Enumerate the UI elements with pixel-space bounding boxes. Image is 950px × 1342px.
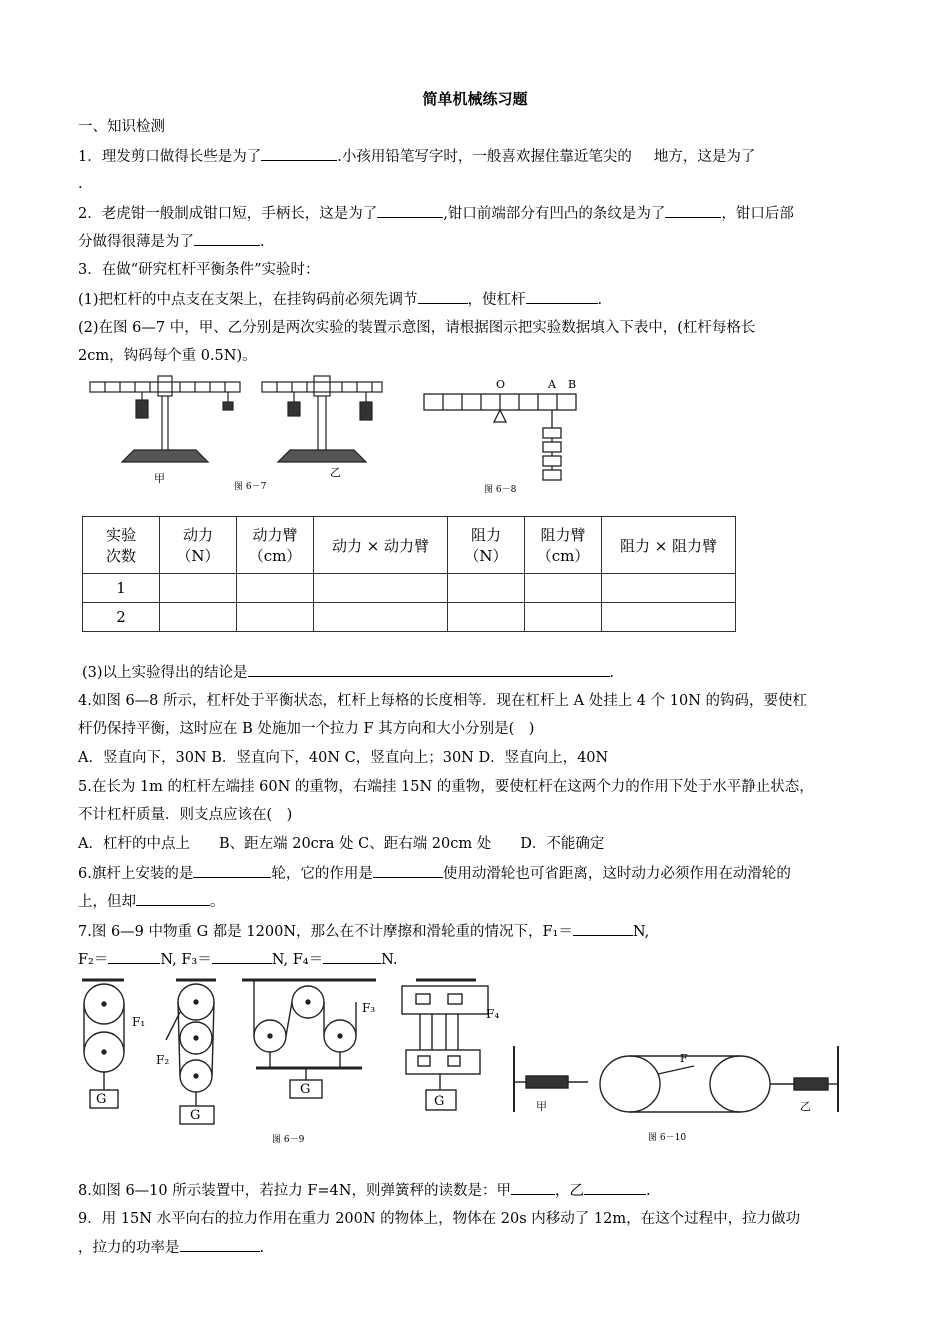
question-4-options: A．竖直向下，30N B．竖直向下，40N C，竖直向上；30N D．竖直向上，40N [78,750,609,766]
header-cell: 实验 次数 [83,517,160,574]
label-jia: 甲 [536,1100,547,1113]
label-jia: 甲 [154,472,165,485]
blank[interactable] [373,863,443,878]
row-number: 2 [83,603,160,632]
blank[interactable] [584,1180,646,1195]
page-title: 简单机械练习题 [422,90,528,108]
question-3-part-1: (1)把杠杆的中点支在支架上，在挂钩码前必须先调节 ，使杠杆 . [78,289,888,310]
header-cell: 动力臂 （cm） [237,517,314,574]
blank[interactable] [261,146,337,161]
data-cell[interactable] [160,574,237,603]
question-3-part-2: (2)在图 6—7 中，甲、乙分别是两次实验的装置示意图，请根据图示把实验数据填入下表中，(杠杆每格长 [78,320,756,336]
blank[interactable] [323,949,381,964]
experiment-data-table [82,516,736,632]
blank[interactable] [511,1180,555,1195]
weight-label: G [300,1082,311,1097]
pulley-system-1 [82,980,124,1108]
point-o: O [496,378,506,391]
point-a: A [548,378,556,391]
question-7-cont: F₂＝ N, F₃＝ N, F₄＝ N. [78,949,888,970]
blank[interactable] [194,231,260,246]
section-heading: 一、知识检测 [78,119,165,135]
pulley-figure-6-9 [76,972,500,1150]
data-cell[interactable] [314,603,448,632]
header-cell: 阻力 （N） [448,517,525,574]
data-cell[interactable] [602,574,736,603]
header-cell: 动力 （N） [160,517,237,574]
force-label-f1: F₁ [132,1015,146,1029]
question-3: 3．在做“研究杠杆平衡条件”实验时： [78,262,320,278]
weight-label: G [96,1092,107,1107]
data-cell[interactable] [314,574,448,603]
question-4: 4.如图 6—8 所示，杠杆处于平衡状态，杠杆上每格的长度相等．现在杠杆上 A 处挂上 4 个 10N 的钩码，要使杠 [78,693,807,709]
lever-figure-6-8 [420,372,590,494]
question-2-cont: 分做得很薄是为了 . [78,231,888,252]
question-5-options: A．杠杆的中点上 B、距左端 20cra 处 C、距右端 20cm 处 D．不能确定 [78,836,605,852]
blank[interactable] [108,949,160,964]
row-number: 1 [83,574,160,603]
figure-6-7-caption: 图 6－7 [234,482,267,492]
blank[interactable] [418,289,468,304]
data-cell[interactable] [525,603,602,632]
figure-6-10-caption: 图 6－10 [648,1133,687,1143]
question-6: 6.旗杆上安装的是 轮，它的作用是 使用动滑轮也可省距离，这时动力必须作用在动滑轮的 [78,863,888,884]
table-row [83,603,736,632]
data-cell[interactable] [448,574,525,603]
header-cell: 动力 × 动力臂 [314,517,448,574]
figure-6-9-caption: 图 6－9 [272,1135,305,1145]
weight-label: G [190,1108,201,1123]
pulley-system-2 [166,980,216,1124]
data-cell[interactable] [237,574,314,603]
force-label-f: F [680,1052,688,1065]
lever-diagram [424,394,576,480]
blank[interactable] [136,891,210,906]
spring-scale-apparatus [514,1046,838,1112]
force-label-f4: F₄ [486,1007,500,1021]
data-cell[interactable] [448,603,525,632]
pulley-system-4 [402,980,488,1110]
question-9-cont: ，拉力的功率是 . [78,1237,888,1258]
data-cell[interactable] [160,603,237,632]
question-4-cont: 杆仍保持平衡，这时应在 B 处施加一个拉力 F 其方向和大小分别是( ) [78,721,535,737]
data-cell[interactable] [237,603,314,632]
pulley-system-3 [242,980,376,1098]
force-label-f3: F₃ [362,1001,376,1015]
label-yi: 乙 [800,1100,811,1113]
lever-apparatus-b [262,376,382,462]
pulley-figure-6-10 [508,1036,853,1148]
blank[interactable] [193,863,271,878]
lever-figure-6-7 [84,372,394,492]
question-1-cont: . [78,176,83,192]
data-cell[interactable] [525,574,602,603]
header-cell: 阻力臂 （cm） [525,517,602,574]
header-cell: 阻力 × 阻力臂 [602,517,736,574]
table-header-row [83,517,736,574]
question-3-part-3: (3)以上实验得出的结论是 . [82,662,892,683]
question-3-part-2-cont: 2cm，钩码每个重 0.5N)。 [78,348,257,364]
point-b: B [568,378,577,391]
question-1: 1．理发剪口做得长些是为了 .小孩用铅笔写字时，一般喜欢握住靠近笔尖的 地方，这是为了 [78,146,888,167]
weight-label: G [434,1094,445,1109]
blank[interactable] [180,1237,260,1252]
question-6-cont: 上，但却 。 [78,891,888,912]
blank[interactable] [665,203,721,218]
blank[interactable] [573,921,633,936]
label-yi: 乙 [330,466,341,479]
question-9: 9．用 15N 水平向右的拉力作用在重力 200N 的物体上，物体在 20s 内移动了 12m，在这个过程中，拉力做功 [78,1211,801,1227]
question-2: 2．老虎钳一般制成钳口短，手柄长，这是为了 ,钳口前端部分有凹凸的条纹是为了 ，钳口后部 [78,203,888,224]
question-8: 8.如图 6—10 所示装置中，若拉力 F=4N，则弹簧秤的读数是：甲 ，乙 . [78,1180,888,1201]
blank[interactable] [526,289,598,304]
blank[interactable] [248,662,610,677]
blank[interactable] [212,949,272,964]
question-7: 7.图 6—9 中物重 G 都是 1200N，那么在不计摩擦和滑轮重的情况下，F₁＝ N, [78,921,888,942]
data-cell[interactable] [602,603,736,632]
blank[interactable] [377,203,443,218]
figure-6-8-caption: 图 6－8 [484,485,517,495]
table-row [83,574,736,603]
force-label-f2: F₂ [156,1053,170,1067]
question-5: 5.在长为 1m 的杠杆左端挂 60N 的重物，右端挂 15N 的重物，要使杠杆在这两个力的作用下处于水平静止状态， [78,779,814,795]
question-5-cont: 不计杠杆质量．则支点应该在( ) [78,807,293,823]
lever-apparatus-a [90,376,240,462]
